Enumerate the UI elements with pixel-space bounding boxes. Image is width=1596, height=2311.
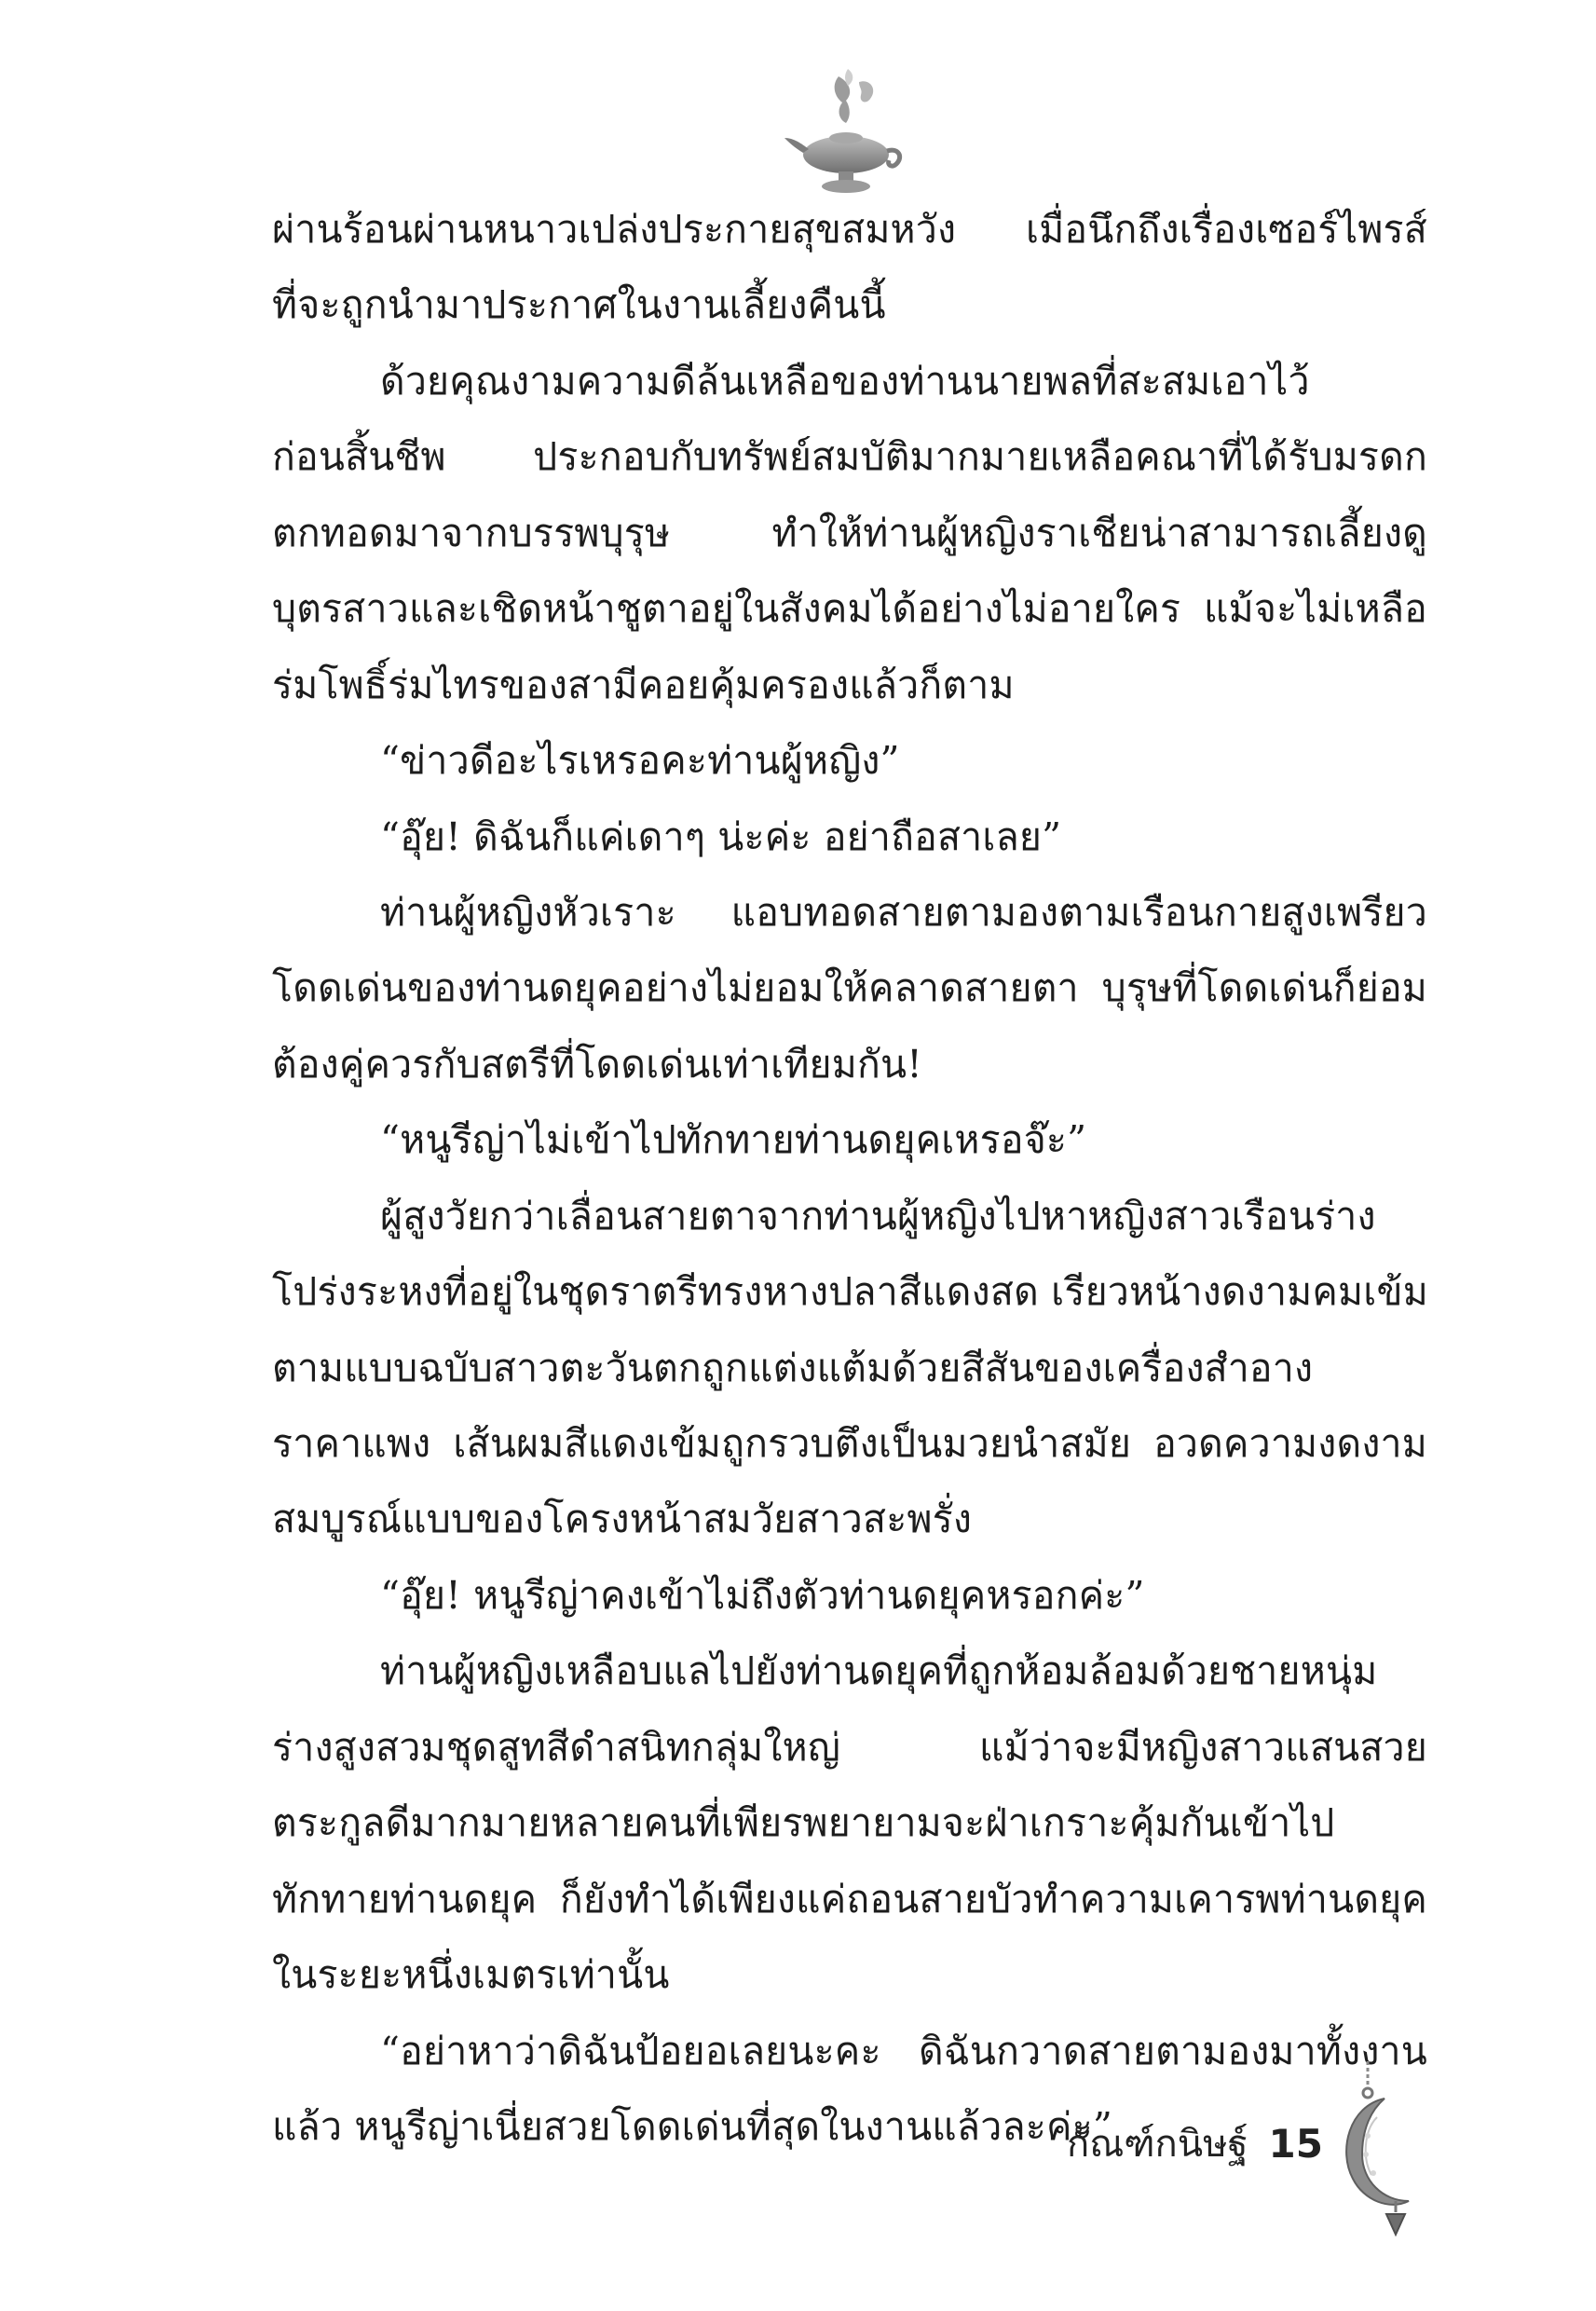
text-line: ก่อนสิ้นชีพ ประกอบกับทรัพย์สมบัติมากมายเหลือคณาที่ได้รับมรดก <box>272 434 1427 480</box>
text-line: “อย่าหาว่าดิฉันป้อยอเลยนะคะ ดิฉันกวาดสายตามองมาทั้งงาน <box>380 2028 1427 2073</box>
text-line: ตกทอดมาจากบรรพบุรุษ ทำให้ท่านผู้หญิงราเชียน่าสามารถเลี้ยงดู <box>272 510 1427 555</box>
text-line: ผู้สูงวัยกว่าเลื่อนสายตาจากท่านผู้หญิงไปหาหญิงสาวเรือนร่าง <box>380 1193 1376 1238</box>
text-line: ร่มโพธิ์ร่มไทรของสามีคอยคุ้มครองแล้วก็ตาม <box>272 662 1015 707</box>
text-line: ท่านผู้หญิงเหลือบแลไปยังท่านดยุคที่ถูกห้อมล้อมด้วยชายหนุ่ม <box>380 1648 1378 1694</box>
text-line: ผ่านร้อนผ่านหนาวเปล่งประกายสุขสมหวัง เมื่อนึกถึงเรื่องเซอร์ไพรส์ <box>272 207 1427 252</box>
text-line: ตระกูลดีมากมายหลายคนที่เพียรพยายามจะฝ่าเกราะคุ้มกันเข้าไป <box>272 1800 1335 1846</box>
text-line: “อุ๊ย! ดิฉันก็แค่เดาๆ น่ะค่ะ อย่าถือสาเลย” <box>380 814 1062 859</box>
crescent-moon-pendant-icon <box>1330 2061 1433 2238</box>
text-line: ท่านผู้หญิงหัวเราะ แอบทอดสายตามองตามเรือนกายสูงเพรียว <box>380 889 1427 935</box>
text-line: แล้ว หนูรีญ่าเนี่ยสวยโดดเด่นที่สุดในงานแล้วละค่ะ” <box>272 2103 1113 2149</box>
genie-lamp-icon <box>781 65 911 205</box>
text-line: ด้วยคุณงามความดีล้นเหลือของท่านนายพลที่สะสมเอาไว้ <box>380 358 1310 403</box>
text-line: ต้องคู่ควรกับสตรีที่โดดเด่นเท่าเทียมกัน! <box>272 1041 922 1087</box>
text-line: ตามแบบฉบับสาวตะวันตกถูกแต่งแต้มด้วยสีสันของเครื่องสำอาง <box>272 1345 1314 1390</box>
text-line: “หนูรีญ่าไม่เข้าไปทักทายท่านดยุคเหรอจ๊ะ” <box>380 1117 1087 1163</box>
text-line: โดดเด่นของท่านดยุคอย่างไม่ยอมให้คลาดสายตา บุรุษที่โดดเด่นก็ย่อม <box>272 965 1427 1011</box>
text-line: ราคาแพง เส้นผมสีแดงเข้มถูกรวบตึงเป็นมวยนำสมัย อวดความงดงาม <box>272 1421 1427 1466</box>
text-line: “ข่าวดีอะไรเหรอคะท่านผู้หญิง” <box>380 738 900 784</box>
text-line: “อุ๊ย! หนูรีญ่าคงเข้าไม่ถึงตัวท่านดยุคหรอกค่ะ” <box>380 1572 1145 1618</box>
text-line: สมบูรณ์แบบของโครงหน้าสมวัยสาวสะพรั่ง <box>272 1497 973 1542</box>
text-line: โปร่งระหงที่อยู่ในชุดราตรีทรงหางปลาสีแดงสด เรียวหน้างดงามคมเข้ม <box>272 1269 1428 1315</box>
page-number: 15 <box>1268 2120 1323 2167</box>
text-line: ที่จะถูกนำมาประกาศในงานเลี้ยงคืนนี้ <box>272 282 886 328</box>
page-footer <box>1067 2117 1323 2169</box>
body-text <box>272 192 1427 2165</box>
text-line: ร่างสูงสวมชุดสูทสีดำสนิทกลุ่มใหญ่ แม้ว่าจะมีหญิงสาวแสนสวย <box>272 1724 1427 1770</box>
book-title: กัณฑ์กนิษฐ์ <box>1067 2123 1248 2166</box>
text-line: ทักทายท่านดยุค ก็ยังทำได้เพียงแค่ถอนสายบัวทำความเคารพท่านดยุค <box>272 1876 1427 1921</box>
text-line: ในระยะหนึ่งเมตรเท่านั้น <box>272 1952 670 1998</box>
text-line: บุตรสาวและเชิดหน้าชูตาอยู่ในสังคมได้อย่างไม่อายใคร แม้จะไม่เหลือ <box>272 586 1427 632</box>
